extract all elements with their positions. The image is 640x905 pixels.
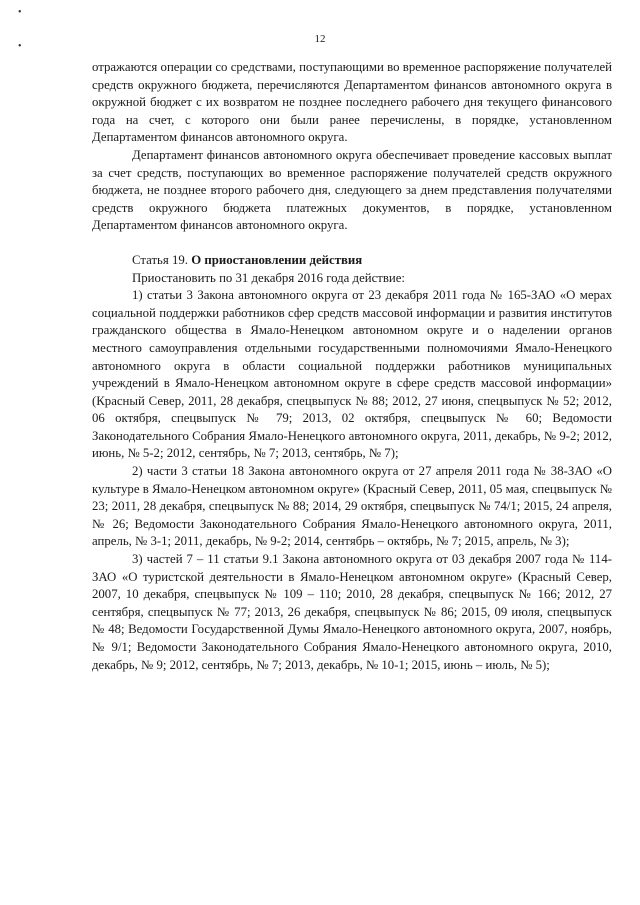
- document-body: [92, 59, 612, 674]
- paragraph-continuation: отражаются операции со средствами, поступающими во временное распоряжение получателей средств окружного бюджета, перечисляются Департаментом финансов автономного округа в окружной бюджет с их возвратом не позднее последнего рабочего дня текущего финансового года на счет, с которого они были ранее перечислены, в порядке, установленном Департаментом финансов автономного округа.: [92, 60, 612, 145]
- paragraph-cash-payments: Департамент финансов автономного округа обеспечивает проведение кассовых выплат за счет средств, поступающих во временное распоряжение получателей средств окружного бюджета, не позднее второго рабочего дня, следующего за днем представления получателями средств окружного бюджета платежных документов, в порядке, установленном Департаментом финансов автономного округа.: [92, 147, 612, 233]
- list-item-2: 2) части 3 статьи 18 Закона автономного округа от 27 апреля 2011 года № 38-ЗАО «О культуре в Ямало-Ненецком автономном округе» (Красный Север, 2011, 05 мая, спецвыпуск № 23; 2011, 28 декабря, спецвыпуск № 88; 2014, 29 октября, спецвыпуск № 74/1; 2015, 24 апреля, № 26; Ведомости Законодательного Собрания Ямало-Ненецкого автономного округа, 2011, апрель, № 3-1; 2011, декабрь, № 9-2; 2014, сентябрь – октябрь, № 7; 2015, апрель, № 3);: [92, 464, 612, 549]
- article-title: О приостановлении действия: [191, 252, 363, 267]
- margin-mark-top: •: [18, 7, 22, 18]
- article-intro: Приостановить по 31 декабря 2016 года действие:: [132, 270, 405, 285]
- article-label: Статья 19.: [132, 252, 188, 267]
- article-heading: [92, 252, 612, 270]
- list-item-3: 3) частей 7 – 11 статьи 9.1 Закона автономного округа от 03 декабря 2007 года № 114-ЗАО «О туристской деятельности в Ямало-Ненецком автономном округе» (Красный Север, 2007, 10 декабря, спецвыпуск № 109 – 110; 2010, 28 декабря, спецвыпуск № 166; 2012, 27 сентября, спецвыпуск № 77; 2013, 26 декабря, спецвыпуск № 86; 2015, 09 июля, спецвыпуск № 48; Ведомости Государственной Думы Ямало-Ненецкого автономного округа, 2007, ноябрь, № 9/1; Ведомости Законодательного Собрания Ямало-Ненецкого автономного округа, 2010, декабрь, № 9; 2012, сентябрь, № 7; 2013, декабрь, № 10-1; 2015, июнь – июль, № 5);: [92, 552, 612, 672]
- margin-mark-bottom: •: [18, 41, 22, 52]
- list-item-1: 1) статьи 3 Закона автономного округа от 23 декабря 2011 года № 165-ЗАО «О мерах социальной поддержки работников сфер средств массовой информации и развития институтов гражданского общества в Ямало-Ненецком автономном округе и о наделении органов местного самоуправления отдельными государственными полномочиями Ямало-Ненецкого автономного округа в области социальной поддержки работников муниципальных учреждений в Ямало-Ненецком автономном округе в сфере средств массовой информации» (Красный Север, 2011, 28 декабря, спецвыпуск № 88; 2012, 27 июня, спецвыпуск № 52; 2012, 06 октября, спецвыпуск № 79; 2013, 02 октября, спецвыпуск № 60; Ведомости Законодательного Собрания Ямало-Ненецкого автономного округа, 2011, декабрь, № 9-2; 2012, июнь, № 5-2; 2012, сентябрь, № 7; 2013, сентябрь, № 7);: [92, 288, 612, 461]
- page-number: 12: [314, 33, 326, 45]
- section-gap: [92, 235, 612, 252]
